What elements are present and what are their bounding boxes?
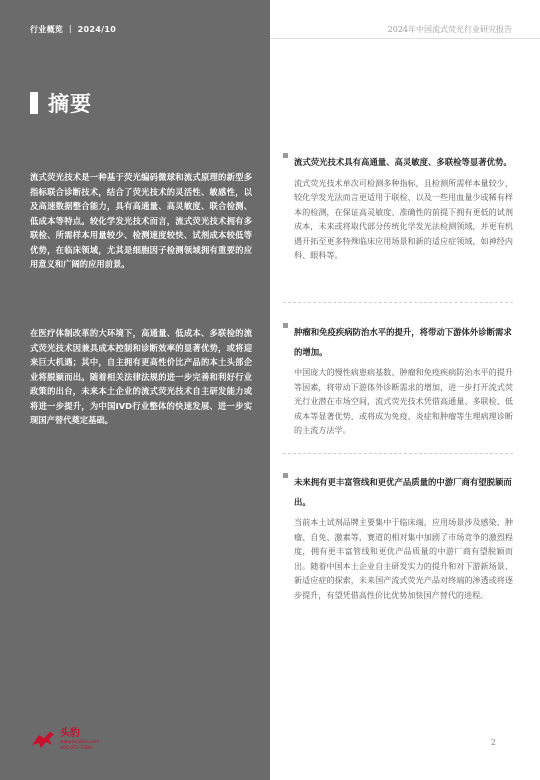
key-point-body: 中国庞大的慢性病患病基数、肿瘤和免疫疾病防治水平的提升等因素，将带动下游体外诊断需求的增加，进一步打开流式荧光行业潜在市场空间，流式荧光技术凭借高通量、多联检、低成本等显著优势，或将成为免疫、炎症和肿瘤等生理病理诊断的主流方法学。 bbox=[294, 367, 513, 436]
key-point-body: 流式荧光技术单次可检测多种指标，且检测所需样本量较少，较化学发光法而言更适用于联检、以及一些用血量少或稀有样本的检测，在保证高灵敏度、准确性的前提下拥有更低的试剂成本，未来或将取代部分传统化学发光法检测领域，并更有机遇开拓至更多特殊临床应用场景和新的适应症领域，如神经内科、眼科等。 bbox=[294, 177, 513, 261]
square-bullet-icon bbox=[283, 323, 288, 328]
square-bullet-icon bbox=[283, 473, 288, 478]
leopard-logo-icon bbox=[30, 729, 56, 751]
report-title-header: 2024年中国流式荧光行业研究报告 bbox=[387, 25, 512, 34]
leadleo-logo bbox=[30, 728, 99, 752]
square-bullet-icon bbox=[283, 153, 288, 158]
report-category-date: 行业概览 ｜ 2024/10 bbox=[30, 25, 117, 34]
logo-website: www.leadleo.com bbox=[60, 740, 100, 745]
summary-paragraph-1: 流式荧光技术是一种基于荧光编码微球和流式原理的新型多指标联合诊断技术，结合了荧光技术的灵活性、敏感性，以及高速数据整合能力，具有高通量、高灵敏度、联合检测、低成本等特点。较化学发光技术而言，流式荧光技术拥有多联检、所需样本用量较少、检测速度较快、试剂成本较低等优势，在临床领域，尤其是细胞因子检测领域拥有重要的应用意义和广阔的应用前景。 bbox=[30, 172, 252, 269]
logo-text bbox=[60, 728, 99, 752]
page-number: 2 bbox=[490, 738, 496, 747]
section-divider bbox=[283, 302, 513, 303]
title-accent-bar bbox=[30, 92, 38, 114]
key-point-body: 当前本土试剂品牌主要集中于临床端，应用场景涉及感染、肿瘤、自免、激素等，赛道的相对集中加剧了市场竞争的激烈程度，拥有更丰富管线和更优产品质量的中游厂商有望脱颖而出。随着中国本土企业自主研发实力的提升和对下游新场景、新适应症的探索，未来国产流式荧光产品对终端的渗透或将逐步提升，有望凭借高性价比优势加快国产替代的进程。 bbox=[294, 517, 513, 600]
key-point-heading bbox=[283, 150, 513, 170]
page-title: 摘要 bbox=[48, 92, 92, 116]
key-point-3 bbox=[283, 470, 513, 603]
header-divider bbox=[270, 38, 540, 39]
key-point-2 bbox=[283, 320, 513, 438]
key-point-title: 未来拥有更丰富管线和更优产品质量的中游厂商有望脱颖而出。 bbox=[294, 477, 512, 507]
section-divider bbox=[283, 453, 513, 454]
key-point-title: 流式荧光技术具有高通量、高灵敏度、多联检等显著优势。 bbox=[294, 157, 512, 167]
page-title-block bbox=[30, 88, 92, 118]
key-point-heading bbox=[283, 470, 513, 509]
key-point-1 bbox=[283, 150, 513, 263]
key-point-title: 肿瘤和免疫疾病防治水平的提升，将带动下游体外诊断需求的增加。 bbox=[294, 327, 512, 357]
logo-phone: 400-072-5588 bbox=[60, 746, 92, 751]
logo-name: 头豹 bbox=[60, 728, 80, 739]
summary-paragraph-2: 在医疗体制改革的大环境下，高通量、低成本、多联检的流式荧光技术因兼具成本控制和诊断效率的显著优势，或将迎来巨大机遇；其中，自主拥有更高性价比产品的本土头部企业将脱颖而出。随着相关法律法规的进一步完善和利好行业政策的出台，未来本土企业的流式荧光技术自主研发能力或将进一步提升，为中国IVD行业整体的快速发展、进一步实现国产替代奠定基础。 bbox=[30, 328, 252, 425]
key-point-heading bbox=[283, 320, 513, 359]
